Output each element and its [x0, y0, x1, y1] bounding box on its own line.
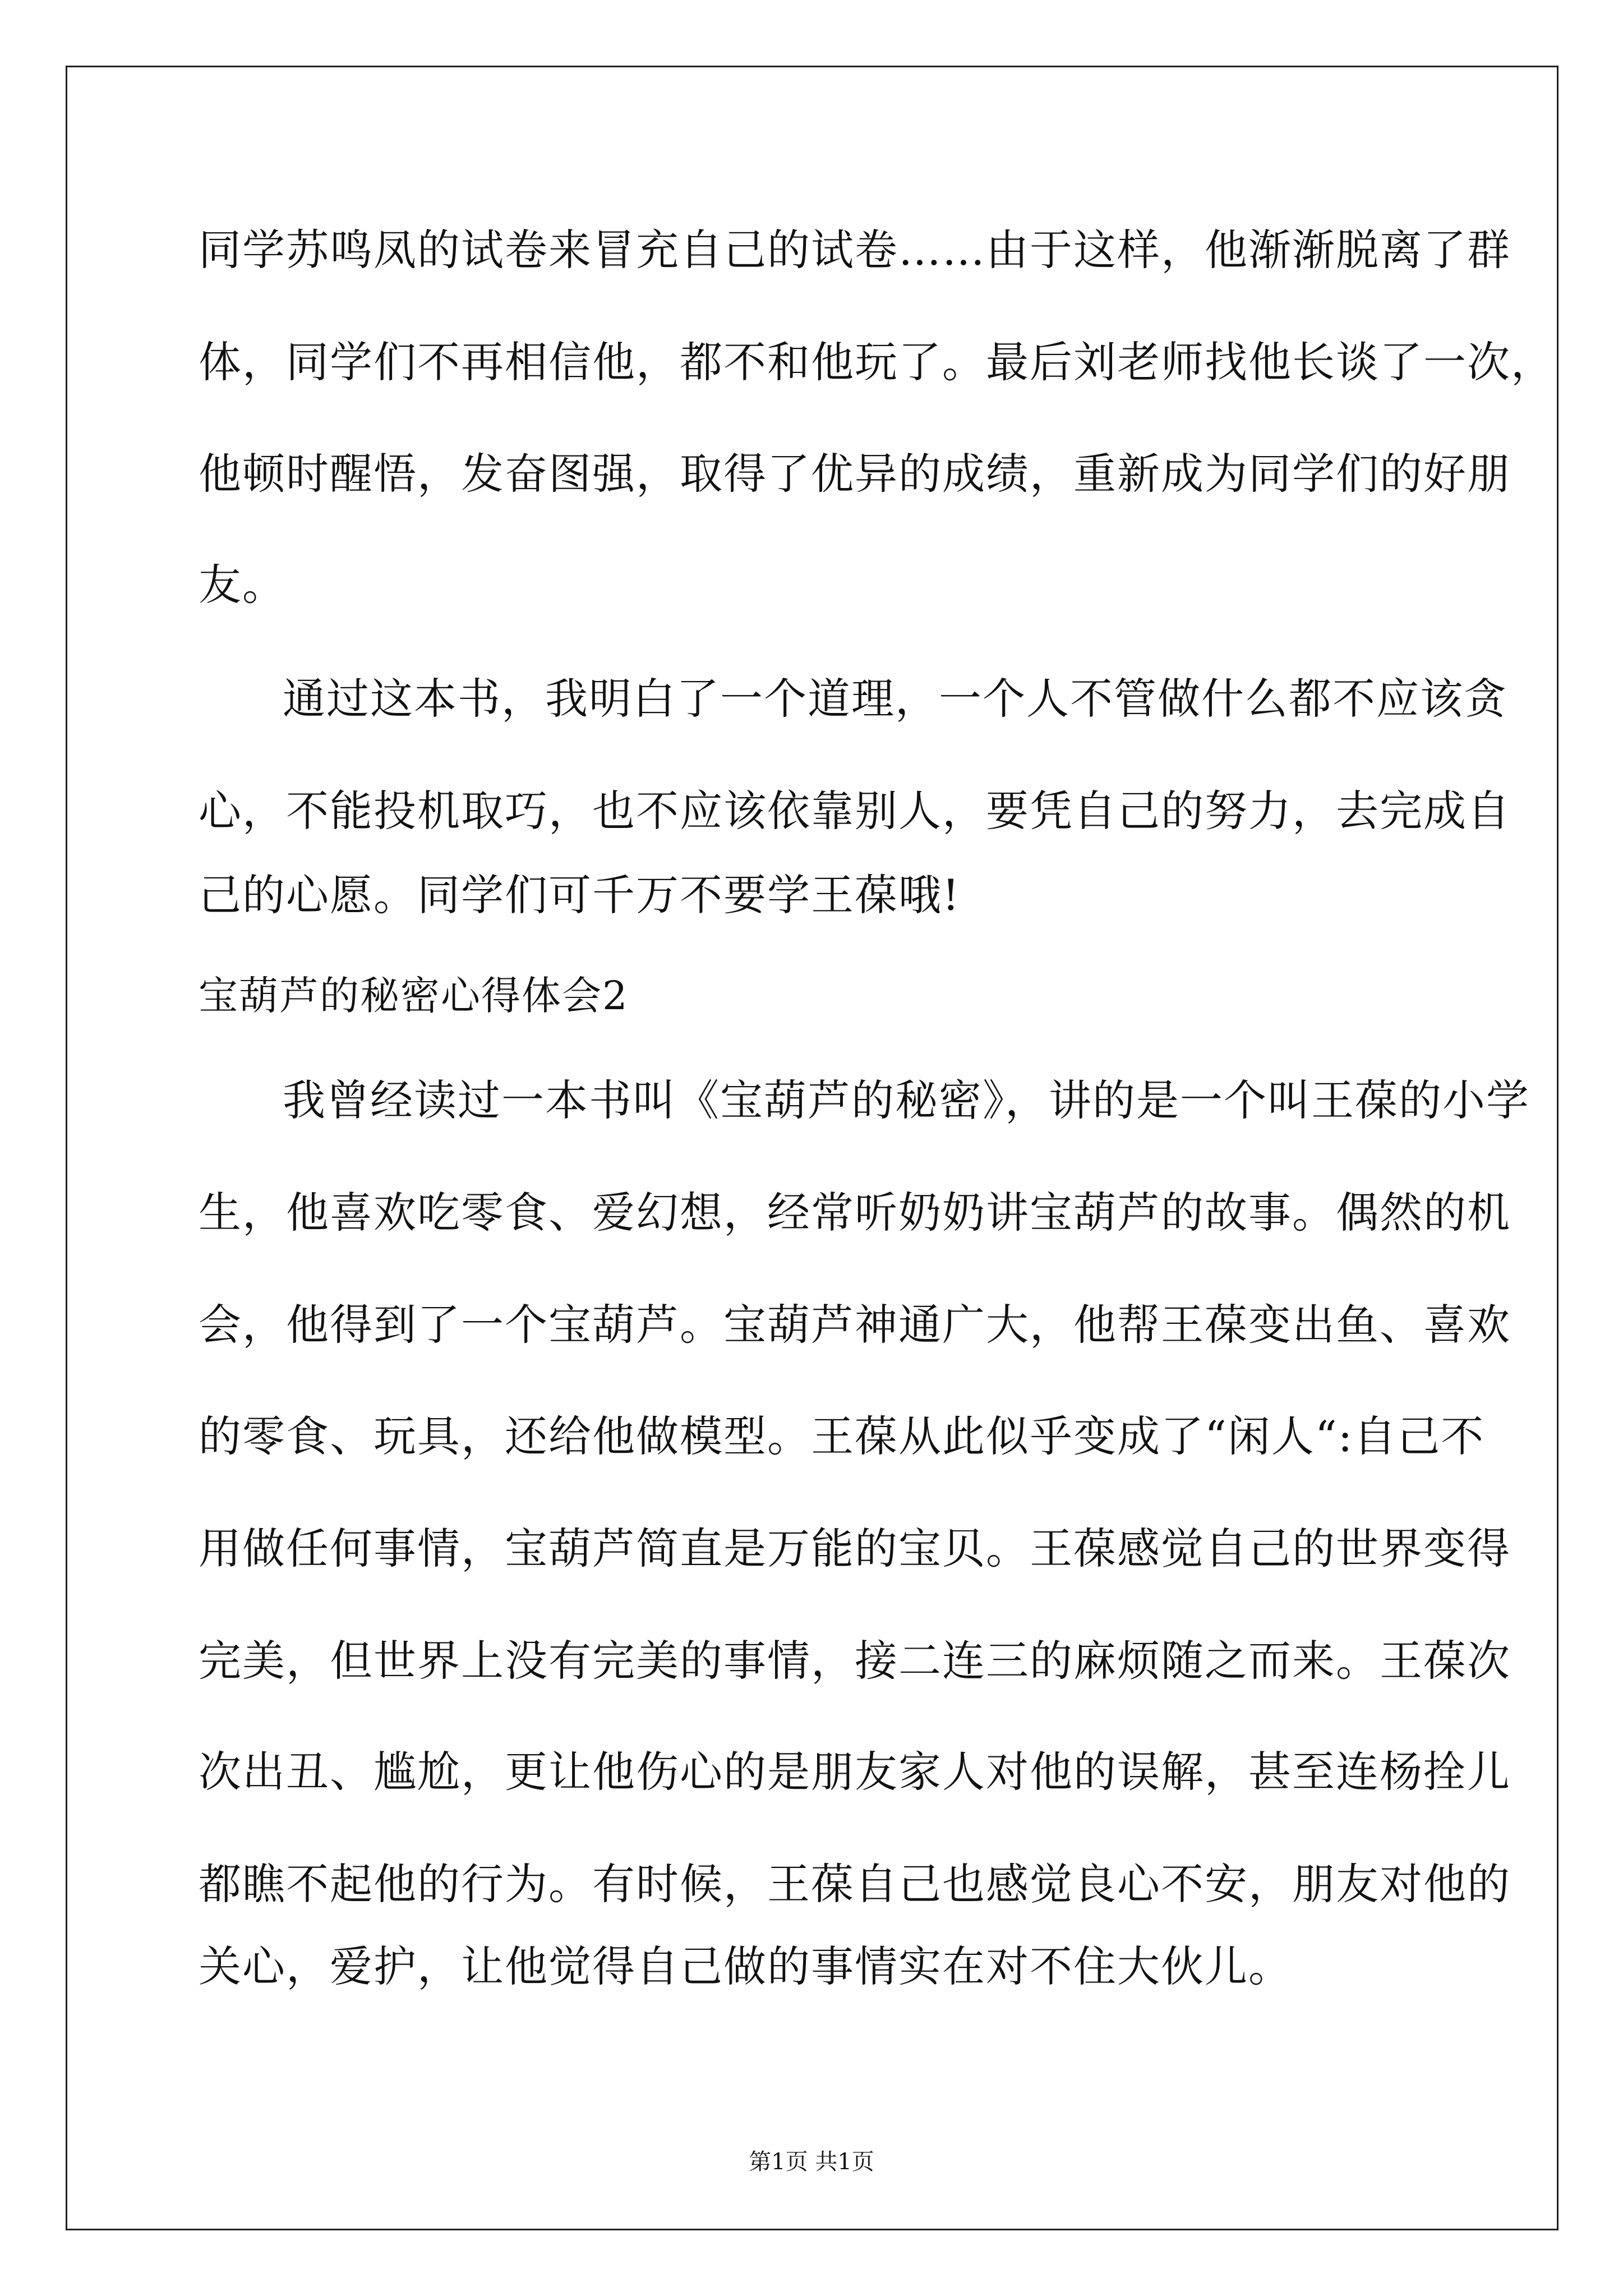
- paragraph-3-line-8: 都瞧不起他的行为。有时候，王葆自己也感觉良心不安，朋友对他的: [199, 1859, 1511, 1909]
- paragraph-1-line-1: 同学苏鸣凤的试卷来冒充自己的试卷……由于这样，他渐渐脱离了群: [199, 225, 1511, 275]
- paragraph-3-line-2: 生，他喜欢吃零食、爱幻想，经常听奶奶讲宝葫芦的故事。偶然的机: [199, 1188, 1511, 1237]
- paragraph-1-line-3: 他顿时醒悟，发奋图强，取得了优异的成绩，重新成为同学们的好朋: [199, 449, 1511, 499]
- paragraph-3-line-9: 关心，爱护，让他觉得自己做的事情实在对不住大伙儿。: [199, 1941, 1292, 1991]
- section-heading: 宝葫芦的秘密心得体会2: [199, 973, 629, 1019]
- paragraph-3-line-4: 的零食、玩具，还给他做模型。王葆从此似乎变成了“闲人“:自己不: [199, 1411, 1485, 1461]
- paragraph-3-line-1: 我曾经读过一本书叫《宝葫芦的秘密》，讲的是一个叫王葆的小学: [283, 1075, 1530, 1125]
- paragraph-3-line-3: 会，他得到了一个宝葫芦。宝葫芦神通广大，他帮王葆变出鱼、喜欢: [199, 1300, 1511, 1350]
- paragraph-2-line-1: 通过这本书，我明白了一个道理，一个人不管做什么都不应该贪: [283, 674, 1507, 724]
- paragraph-3-line-7: 次出丑、尴尬，更让他伤心的是朋友家人对他的误解，甚至连杨拴儿: [199, 1747, 1511, 1797]
- page-number-footer: 第1页 共1页: [749, 2149, 874, 2175]
- paragraph-3-line-6: 完美，但世界上没有完美的事情，接二连三的麻烦随之而来。王葆次: [199, 1636, 1511, 1686]
- paragraph-2-line-2: 心，不能投机取巧，也不应该依靠别人，要凭自己的努力，去完成自: [199, 786, 1511, 836]
- paragraph-2-line-3: 己的心愿。同学们可千万不要学王葆哦!: [199, 870, 961, 920]
- paragraph-3-line-5: 用做任何事情，宝葫芦简直是万能的宝贝。王葆感觉自己的世界变得: [199, 1524, 1511, 1573]
- paragraph-1-line-4: 友。: [199, 560, 286, 610]
- paragraph-1-line-2: 体，同学们不再相信他，都不和他玩了。最后刘老师找他长谈了一次，: [199, 337, 1555, 387]
